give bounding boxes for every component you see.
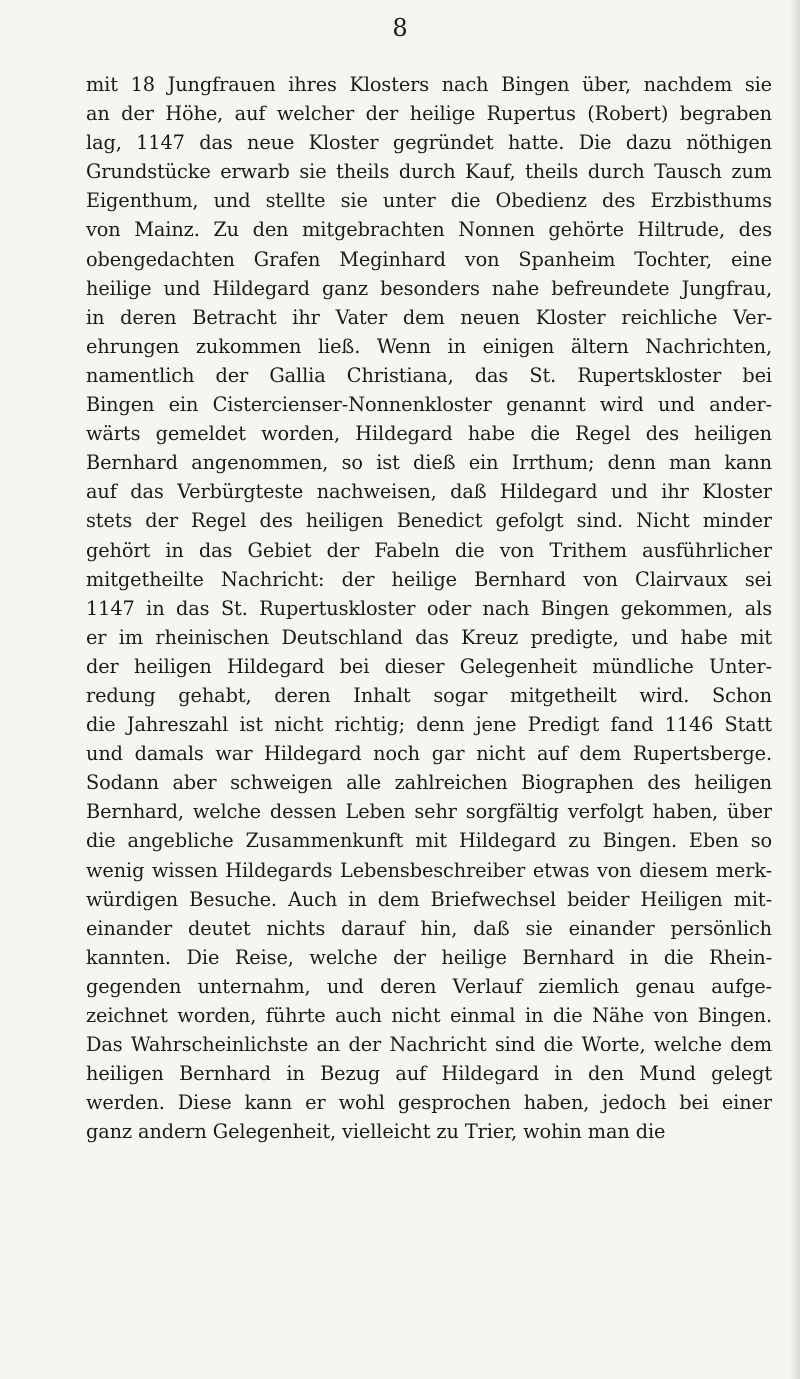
page-edge-shadow [790, 0, 800, 1379]
text-line: Sodann aber schweigen alle zahlreichen Biographen des heiligen [86, 771, 772, 795]
text-line: heiligen Bernhard in Bezug auf Hildegard in den Mund gelegt [86, 1062, 772, 1086]
text-line: gegenden unternahm, und deren Verlauf ziemlich genau aufge- [86, 974, 772, 998]
text-line: Bingen ein Cistercienser-Nonnenkloster genannt wird und ander- [86, 393, 772, 417]
text-line: der heiligen Hildegard bei dieser Gelegenheit mündliche Unter- [86, 654, 772, 678]
text-line: zeichnet worden, führte auch nicht einmal in die Nähe von Bingen. [86, 1004, 772, 1027]
text-line: namentlich der Gallia Christiana, das St. Rupertskloster bei [86, 363, 772, 387]
text-line: Grundstücke erwarb sie theils durch Kauf, theils durch Tausch zum [86, 160, 772, 184]
text-line: werden. Diese kann er wohl gesprochen haben, jedoch bei einer [86, 1091, 772, 1115]
text-line: und damals war Hildegard noch gar nicht auf dem Rupertsberge. [86, 742, 772, 766]
text-line: in deren Betracht ihr Vater dem neuen Kloster reichliche Ver- [86, 305, 772, 329]
text-line: an der Höhe, auf welcher der heilige Rupertus (Robert) begraben [86, 102, 772, 126]
text-line: er im rheinischen Deutschland das Kreuz predigte, und habe mit [86, 625, 772, 649]
text-line: Das Wahrscheinlichste an der Nachricht sind die Worte, welche dem [86, 1033, 772, 1057]
text-line: von Mainz. Zu den mitgebrachten Nonnen gehörte Hiltrude, des [86, 218, 772, 242]
text-line: gehört in das Gebiet der Fabeln die von Trithem ausführlicher [86, 538, 772, 562]
text-line: mitgetheilte Nachricht: der heilige Bernhard von Clairvaux sei [86, 567, 772, 591]
text-line: auf das Verbürgteste nachweisen, daß Hildegard und ihr Kloster [86, 480, 772, 504]
text-line: die angebliche Zusammenkunft mit Hildegard zu Bingen. Eben so [86, 829, 772, 853]
text-line: mit 18 Jungfrauen ihres Klosters nach Bingen über, nachdem sie [86, 73, 772, 96]
text-line: wenig wissen Hildegards Lebensbeschreiber etwas von diesem merk- [86, 858, 772, 882]
page-number: 8 [392, 14, 408, 42]
text-line: Bernhard angenommen, so ist dieß ein Irrthum; denn man kann [86, 451, 772, 475]
text-line: heilige und Hildegard ganz besonders nahe befreundete Jungfrau, [86, 276, 772, 300]
text-line: ehrungen zukommen ließ. Wenn in einigen ältern Nachrichten, [86, 334, 772, 358]
text-line: einander deutet nichts darauf hin, daß sie einander persönlich [86, 916, 772, 940]
text-line: die Jahreszahl ist nicht richtig; denn jene Predigt fand 1146 Statt [86, 713, 772, 737]
text-line: stets der Regel des heiligen Benedict gefolgt sind. Nicht minder [86, 509, 772, 533]
text-line: redung gehabt, deren Inhalt sogar mitgetheilt wird. Schon [86, 683, 772, 707]
text-line: obengedachten Grafen Meginhard von Spanheim Tochter, eine [86, 247, 772, 271]
text-line: wärts gemeldet worden, Hildegard habe die Regel des heiligen [86, 422, 772, 446]
text-line: lag, 1147 das neue Kloster gegründet hatte. Die dazu nöthigen [86, 131, 772, 155]
text-line: ganz andern Gelegenheit, vielleicht zu Trier, wohin man die [86, 1120, 666, 1144]
text-line: Eigenthum, und stellte sie unter die Obedienz des Erzbisthums [86, 189, 772, 213]
text-line: würdigen Besuche. Auch in dem Briefwechsel beider Heiligen mit- [86, 887, 772, 911]
text-line: kannten. Die Reise, welche der heilige Bernhard in die Rhein- [86, 945, 772, 969]
text-line: 1147 in das St. Rupertuskloster oder nach Bingen gekommen, als [86, 596, 772, 620]
body-text [86, 70, 772, 1146]
text-line: Bernhard, welche dessen Leben sehr sorgfältig verfolgt haben, über [86, 800, 772, 824]
